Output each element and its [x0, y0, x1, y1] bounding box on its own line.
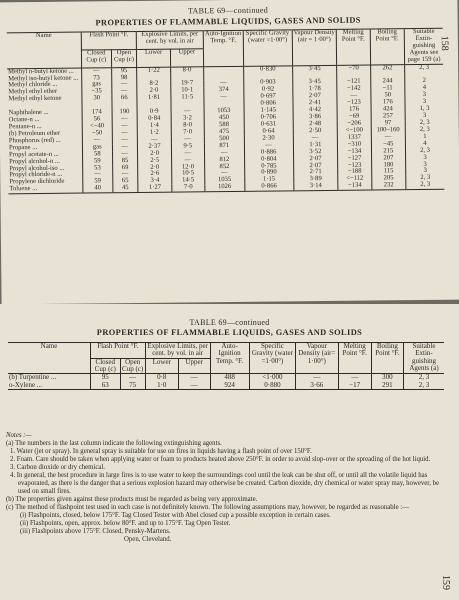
- page-number: 159: [440, 575, 451, 590]
- row-name-cell: o-Xylene ...: [8, 382, 91, 390]
- value-cell: 45: [112, 185, 138, 193]
- value-cell: 2, 3: [406, 182, 445, 190]
- value-cell: —: [111, 81, 137, 88]
- value-cell: 1·78: [292, 86, 337, 93]
- page-159: [0, 304, 459, 600]
- value-cell: —: [203, 80, 243, 87]
- value-cell: 1·31: [293, 142, 338, 149]
- value-cell: 176: [337, 107, 370, 114]
- value-cell: −17: [338, 382, 371, 390]
- value-cell: 3·14: [293, 183, 338, 191]
- value-cell: 3·89: [293, 176, 338, 183]
- value-cell: —: [296, 374, 338, 382]
- value-cell: −188: [338, 169, 371, 176]
- row-name-cell: Propylene dichloride: [9, 178, 65, 186]
- col-agents: Suitable Extin-guishing Agents see page 159 (a): [404, 28, 443, 64]
- value-cell: 69: [112, 164, 138, 171]
- value-cell: 1·27: [138, 185, 172, 193]
- col-vapour: Vapour Density (air= 1·00°): [296, 343, 338, 374]
- value-cell: 0·64: [244, 128, 293, 135]
- value-cell: 1026: [205, 184, 245, 192]
- col-gravity: Specific Gravity (water =1·00°): [243, 30, 292, 66]
- col-name: Name: [8, 343, 91, 374]
- value-cell: 0·8: [145, 374, 178, 382]
- value-cell: 8·2: [137, 81, 171, 88]
- note-a2: 2. Foam. Care should be taken when applying water or foam to products heated above 250°F. in order to avoid slop-over or the spreading of the hot liquid.: [10, 456, 431, 464]
- value-cell: —: [338, 374, 371, 382]
- value-cell: 4: [405, 141, 444, 148]
- value-cell: 0·9: [137, 109, 171, 116]
- value-cell: 588: [204, 122, 244, 129]
- value-cell: 4·42: [293, 107, 338, 114]
- value-cell: —: [112, 116, 138, 123]
- value-cell: —: [204, 150, 244, 157]
- value-cell: 244: [370, 79, 404, 86]
- col-lower: Lower: [145, 358, 178, 374]
- value-cell: 115: [371, 169, 405, 176]
- value-cell: 2·41: [293, 100, 338, 107]
- value-cell: 11·5: [171, 95, 204, 102]
- value-cell: 1, 3: [405, 106, 444, 113]
- value-cell: 450: [204, 115, 244, 122]
- row-name-cell: Naphthalene ...: [8, 109, 49, 117]
- value-cell: <−112: [338, 176, 371, 183]
- value-cell: —: [83, 172, 113, 179]
- col-explosive: Explosive Limits, per cent. by vol. in air: [145, 343, 210, 359]
- value-cell: 3·52: [293, 149, 338, 156]
- note-c3b: Open, Cleveland.: [124, 536, 172, 544]
- row-name-cell: (b) Petroleum ether: [8, 129, 61, 138]
- table-caption: TABLE 69—continued: [189, 318, 270, 327]
- page-number: 158: [438, 35, 450, 51]
- value-cell: 63: [91, 382, 121, 390]
- value-cell: 0·903: [244, 80, 293, 87]
- value-cell: 0·631: [244, 121, 293, 128]
- value-cell: 30: [82, 96, 112, 103]
- col-agents: Suitable Extin-guishing Agents (a): [404, 343, 445, 374]
- note-a4: 4. In general, the best procedure in large fires is to use water to keep the surroundings cool until the leak can be shut off, or until all the volatile liquid has evaporated, as there is the danger that a serious explosion hazard may otherwise be created. Carbon dioxide, dry chemical or water spray may, however, be used on small fires.: [10, 472, 440, 496]
- value-cell: 3: [405, 92, 444, 99]
- value-cell: 0·890: [245, 170, 294, 177]
- value-cell: 812: [204, 156, 244, 163]
- value-cell: —: [293, 135, 338, 142]
- value-cell: −123: [337, 100, 370, 107]
- value-cell: 0·785: [245, 163, 294, 170]
- value-cell: 3·86: [293, 114, 338, 121]
- value-cell: —: [112, 151, 138, 158]
- value-cell: 1053: [204, 108, 244, 115]
- value-cell: 58: [82, 151, 112, 158]
- note-c1: (i) Flashpoints, closed, below 175°F. Tag Closed Tester with Abel closed cup a possible exception in certain cases.: [20, 512, 331, 520]
- note-a: (a) The numbers in the last column indicate the following extinguishing agents.: [6, 440, 222, 448]
- note-a1: 1. Water (jet or spray). In general spray is suitable for use on fires in liquids having a flash point of over 150°F.: [10, 448, 312, 456]
- value-cell: 3: [405, 99, 444, 106]
- value-cell: 0·697: [244, 94, 293, 101]
- value-cell: <1·000: [249, 374, 295, 382]
- table-title: PROPERTIES OF FLAMMABLE LIQUIDS, GASES AND SOLIDS: [95, 15, 361, 28]
- value-cell: 0·866: [245, 184, 294, 192]
- row-name-cell: Propyl chloride-n ...: [9, 171, 63, 179]
- value-cell: —: [112, 144, 138, 151]
- value-cell: —: [111, 88, 137, 95]
- properties-table: [8, 342, 444, 390]
- note-c3: (iii) Flashpoints above 175°F. Closed, Pensky-Martens.: [20, 528, 171, 536]
- table-body: [8, 374, 444, 390]
- value-cell: 924: [210, 382, 249, 390]
- value-cell: −11: [370, 86, 404, 93]
- value-cell: 207: [371, 155, 405, 162]
- value-cell: 0·880: [249, 382, 295, 390]
- table-row: [8, 382, 444, 390]
- value-cell: 75: [120, 382, 145, 390]
- value-cell: 2·37: [138, 143, 172, 150]
- value-cell: —: [172, 150, 205, 157]
- value-cell: 176: [371, 99, 405, 106]
- value-cell: 190: [112, 109, 138, 116]
- value-cell: 85: [112, 158, 138, 165]
- row-name-cell: Methyl iso-butyl ketone ...: [8, 74, 79, 82]
- value-cell: 8·0: [171, 122, 204, 129]
- value-cell: −206: [338, 121, 371, 128]
- value-cell: 100–160: [371, 127, 405, 134]
- value-cell: 291: [371, 382, 403, 390]
- value-cell: 73: [82, 75, 112, 82]
- value-cell: 8·0: [171, 66, 204, 74]
- value-cell: 2·30: [244, 135, 293, 142]
- value-cell: 262: [370, 64, 404, 72]
- value-cell: 1337: [338, 134, 371, 141]
- note-c2: (ii) Flashpoints, open, approx. below 80°F. and up to 175°F. Tag Open Tester.: [20, 520, 231, 528]
- col-boiling: Boiling Point °F.: [371, 343, 403, 374]
- value-cell: —: [112, 137, 138, 144]
- row-name-cell: (b) Turpentine ...: [9, 373, 57, 382]
- value-cell: 9·5: [171, 143, 204, 150]
- col-melting: Melting Point °F.: [338, 343, 371, 374]
- value-cell: <−40: [82, 123, 112, 130]
- note-c: (c) The method of flashpoint test used in each case is not definitely known. The following assumptions may, however, be regarded as reasonable :—: [6, 504, 409, 512]
- value-cell: 2·07: [292, 93, 337, 100]
- value-cell: 2·48: [293, 121, 338, 128]
- table-caption: TABLE 69—continued: [187, 5, 269, 16]
- value-cell: 3: [406, 154, 445, 161]
- col-flash: Flash Point °F.: [81, 31, 136, 49]
- value-cell: −123: [338, 162, 371, 169]
- value-cell: 1·15: [245, 177, 294, 184]
- value-cell: −134: [338, 148, 371, 155]
- value-cell: —: [82, 137, 112, 144]
- note-a3: 3. Carbon dioxide or dry chemical.: [10, 464, 105, 472]
- value-cell: 475: [204, 129, 244, 136]
- value-cell: —: [120, 374, 145, 382]
- col-lower: Lower: [137, 49, 171, 67]
- value-cell: 3: [406, 161, 445, 168]
- value-cell: —: [171, 108, 204, 115]
- value-cell: —: [112, 123, 138, 130]
- col-melting: Melting Point °F.: [337, 29, 371, 65]
- value-cell: —: [371, 134, 405, 141]
- col-boiling: Boiling Point °F.: [370, 29, 405, 65]
- value-cell: 95: [91, 374, 121, 382]
- value-cell: —: [204, 170, 244, 177]
- value-cell: 424: [371, 106, 405, 113]
- row-name-cell: Propyl alcohol-n ...: [9, 157, 60, 165]
- value-cell: −45: [371, 141, 405, 148]
- value-cell: −35: [82, 89, 112, 96]
- value-cell: —: [138, 136, 172, 143]
- value-cell: 215: [371, 148, 405, 155]
- value-cell: 19·7: [171, 81, 204, 88]
- value-cell: gas: [82, 144, 112, 151]
- value-cell: 174: [82, 109, 112, 116]
- value-cell: 10·1: [171, 88, 204, 95]
- value-cell: 2, 3: [405, 64, 444, 72]
- value-cell: 2, 3: [405, 147, 444, 154]
- value-cell: 1035: [204, 177, 244, 184]
- value-cell: 7·0: [171, 129, 204, 136]
- row-name-cell: Octane-n ...: [8, 116, 40, 124]
- value-cell: —: [178, 382, 210, 390]
- value-cell: −127: [338, 155, 371, 162]
- value-cell: 3·4: [138, 178, 172, 185]
- value-cell: 1: [405, 134, 444, 141]
- notes-heading: Notes :—: [6, 432, 32, 439]
- value-cell: 2·0: [137, 88, 171, 95]
- value-cell: 2·50: [293, 128, 338, 135]
- col-gravity: Specific Gravity (water =1·00°): [249, 343, 295, 374]
- value-cell: 2·07: [293, 155, 338, 162]
- value-cell: 40: [83, 186, 113, 194]
- col-upper: Upper: [170, 49, 203, 67]
- value-cell: 53: [83, 165, 113, 172]
- value-cell: 3·2: [171, 115, 204, 122]
- row-name-cell: Propyl acetate-n ...: [8, 150, 59, 158]
- value-cell: 2·0: [138, 150, 172, 157]
- value-cell: 180: [371, 162, 405, 169]
- value-cell: 852: [204, 163, 244, 170]
- value-cell: 871: [204, 143, 244, 150]
- value-cell: —: [178, 374, 210, 382]
- col-closed: Closed Cup (c): [91, 358, 121, 374]
- col-name: Name: [7, 32, 82, 68]
- value-cell: —: [82, 67, 112, 75]
- value-cell: −121: [337, 79, 370, 86]
- value-cell: 0·84: [137, 116, 171, 123]
- value-cell: 1·0: [145, 382, 178, 390]
- value-cell: 300: [371, 374, 403, 382]
- value-cell: 2·0: [138, 164, 172, 171]
- value-cell: 1·4: [137, 123, 171, 130]
- value-cell: 3: [406, 168, 445, 175]
- col-flash: Flash Point °F.: [91, 343, 146, 359]
- row-name-cell: Methyl n-butyl ketone ...: [8, 67, 74, 75]
- value-cell: 488: [210, 374, 249, 382]
- value-cell: —: [171, 136, 204, 143]
- col-auto: Auto-Ignition Temp. °F.: [210, 343, 249, 374]
- value-cell: 2, 3: [404, 374, 445, 382]
- value-cell: 1·22: [137, 67, 171, 75]
- value-cell: 3·45: [292, 65, 337, 73]
- value-cell: 0·706: [244, 114, 293, 121]
- value-cell: 4: [405, 85, 444, 92]
- note-b: (b) The properties given against these products must be regarded as being very approximate.: [6, 496, 258, 504]
- value-cell: 2, 3: [404, 382, 445, 390]
- row-name-cell: Pentane-n ...: [8, 122, 42, 131]
- value-cell: −142: [337, 86, 370, 93]
- value-cell: 0·92: [244, 87, 293, 94]
- col-closed: Closed Cup (c): [81, 50, 111, 68]
- value-cell: 65: [112, 178, 138, 185]
- value-cell: 2·07: [293, 162, 338, 169]
- row-name-cell: Methyl chloride ...: [8, 81, 58, 89]
- notes-section: [6, 432, 441, 544]
- value-cell: —: [204, 94, 244, 101]
- value-cell: 0·830: [244, 65, 293, 73]
- value-cell: —: [337, 93, 370, 100]
- value-cell: —: [172, 157, 205, 164]
- value-cell: 98: [111, 74, 137, 81]
- value-cell: 56: [82, 116, 112, 123]
- properties-table: [7, 28, 445, 195]
- value-cell: —: [112, 171, 138, 178]
- value-cell: 7·0: [172, 185, 205, 193]
- table-body: [7, 64, 444, 194]
- value-cell: 95: [111, 67, 137, 75]
- value-cell: −310: [338, 141, 371, 148]
- value-cell: gas: [82, 82, 112, 89]
- value-cell: 66: [112, 95, 138, 102]
- value-cell: 2·6: [138, 171, 172, 178]
- value-cell: 3: [405, 113, 444, 120]
- value-cell: 1·145: [244, 107, 293, 114]
- value-cell: 1·2: [137, 130, 171, 137]
- row-name-cell: Methyl ethyl ether: [8, 88, 58, 96]
- row-name-cell: Propyl alcohol-iso ...: [9, 164, 65, 172]
- value-cell: 205: [371, 176, 405, 183]
- value-cell: <−100: [338, 127, 371, 134]
- row-name-cell: Methyl ethyl ketone: [8, 95, 62, 103]
- row-name-cell: Propane ...: [8, 143, 38, 152]
- value-cell: 59: [83, 158, 113, 165]
- value-cell: 500: [204, 136, 244, 143]
- value-cell: 59: [83, 179, 113, 186]
- value-cell: 12·0: [172, 164, 205, 171]
- value-cell: 0·804: [244, 156, 293, 163]
- value-cell: 3·66: [296, 382, 338, 390]
- value-cell: 2: [405, 78, 444, 85]
- value-cell: 2·71: [293, 169, 338, 176]
- value-cell: 232: [371, 182, 405, 190]
- value-cell: 1·81: [137, 95, 171, 102]
- value-cell: 14·5: [172, 178, 205, 185]
- value-cell: —: [244, 142, 293, 149]
- value-cell: 2, 3: [405, 127, 444, 134]
- value-cell: 2·5: [138, 157, 172, 164]
- value-cell: 0·886: [244, 149, 293, 156]
- value-cell: −70: [337, 65, 370, 73]
- value-cell: 97: [371, 120, 405, 127]
- value-cell: 2, 3: [406, 175, 445, 182]
- row-name-cell: Phosphorus (red) ...: [8, 136, 61, 145]
- value-cell: 374: [204, 87, 244, 94]
- value-cell: −69: [337, 114, 370, 121]
- value-cell: 3·45: [292, 79, 337, 86]
- col-explosive: Explosive Limits, per cent. by vol. in air: [136, 31, 203, 49]
- value-cell: −50: [82, 130, 112, 137]
- value-cell: 2, 3: [405, 120, 444, 127]
- col-open: Open Cup (c): [120, 358, 145, 374]
- value-cell: 10·5: [172, 171, 205, 178]
- value-cell: 257: [371, 113, 405, 120]
- value-cell: —: [112, 130, 138, 137]
- table-title: PROPERTIES OF FLAMMABLE LIQUIDS, GASES AND SOLIDS: [96, 328, 363, 337]
- row-name-cell: Toluene ...: [8, 186, 83, 194]
- value-cell: −134: [338, 183, 371, 191]
- col-vapour: Vapour Density (air = 1·00°): [292, 29, 337, 65]
- col-upper: Upper: [178, 358, 210, 374]
- col-auto: Auto-Ignition Temp. °F.: [203, 30, 244, 66]
- value-cell: 50: [371, 92, 405, 99]
- value-cell: 0·806: [244, 101, 293, 108]
- col-open: Open Cup (c): [111, 49, 137, 67]
